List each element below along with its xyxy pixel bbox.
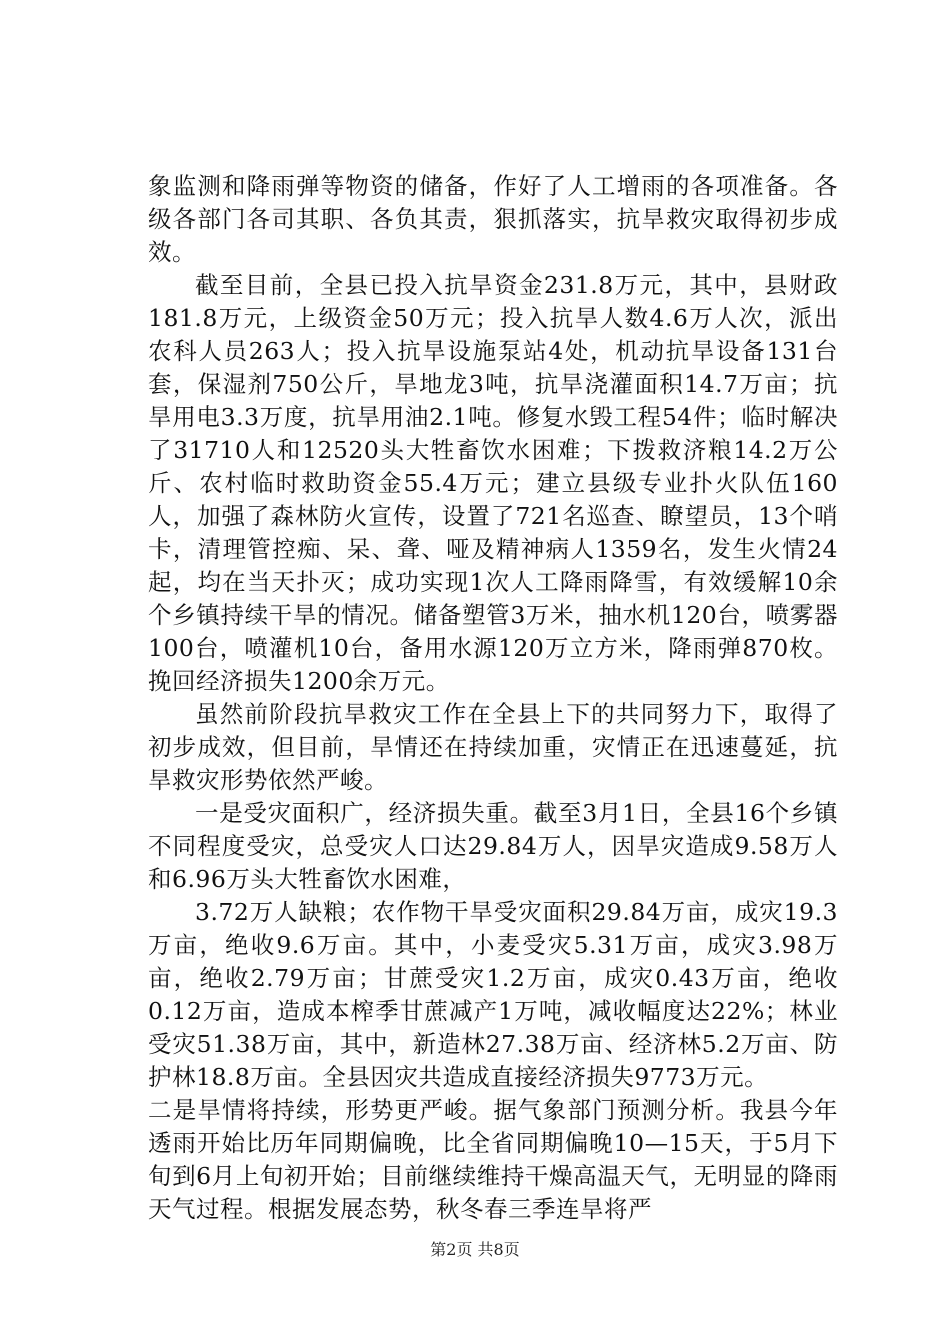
paragraph-6: 二是旱情将持续，形势更严峻。据气象部门预测分析。我县今年透雨开始比历年同期偏晚，比全省同期偏晚10—15天，于5月下旬到6月上旬初开始；目前继续维持干燥高温天气，无明显的降雨天气过程。根据发展态势，秋冬春三季连旱将严 (148, 1096, 838, 1223)
page-footer (0, 1240, 950, 1260)
page-number-label: 第2页 共8页 (430, 1240, 520, 1259)
document-body (148, 170, 838, 1226)
paragraph-1: 象监测和降雨弹等物资的储备，作好了人工增雨的各项准备。各级各部门各司其职、各负其责，狠抓落实，抗旱救灾取得初步成效。 (148, 172, 838, 266)
paragraph-4: 一是受灾面积广，经济损失重。截至3月1日，全县16个乡镇不同程度受灾，总受灾人口达29.84万人，因旱灾造成9.58万人和6.96万头大牲畜饮水困难， (148, 799, 838, 893)
paragraph-2: 截至目前，全县已投入抗旱资金231.8万元，其中，县财政181.8万元，上级资金50万元；投入抗旱人数4.6万人次，派出农科人员263人；投入抗旱设施泵站4处，机动抗旱设备131台套，保湿剂750公斤，旱地龙3吨，抗旱浇灌面积14.7万亩；抗旱用电3.3万度，抗旱用油2.1吨。修复水毁工程54件；临时解决了31710人和12520头大牲畜饮水困难；下拨救济粮14.2万公斤、农村临时救助资金55.4万元；建立县级专业扑火队伍160人，加强了森林防火宣传，设置了721名巡查、瞭望员，13个哨卡，清理管控痴、呆、聋、哑及精神病人1359名，发生火情24起，均在当天扑灭；成功实现1次人工降雨降雪，有效缓解10余个乡镇持续干旱的情况。储备塑管3万米，抽水机120台，喷雾器100台，喷灌机10台，备用水源120万立方米，降雨弹870枚。挽回经济损失1200余万元。 (148, 271, 838, 695)
paragraph-5: 3.72万人缺粮；农作物干旱受灾面积29.84万亩，成灾19.3万亩，绝收9.6万亩。其中，小麦受灾5.31万亩，成灾3.98万亩，绝收2.79万亩；甘蔗受灾1.2万亩，成灾0.43万亩，绝收0.12万亩，造成本榨季甘蔗减产1万吨，减收幅度达22%；林业受灾51.38万亩，其中，新造林27.38万亩、经济林5.2万亩、防护林18.8万亩。全县因灾共造成直接经济损失9773万元。 (148, 898, 838, 1091)
paragraph-3: 虽然前阶段抗旱救灾工作在全县上下的共同努力下，取得了初步成效，但目前，旱情还在持续加重，灾情正在迅速蔓延，抗旱救灾形势依然严峻。 (148, 700, 838, 794)
